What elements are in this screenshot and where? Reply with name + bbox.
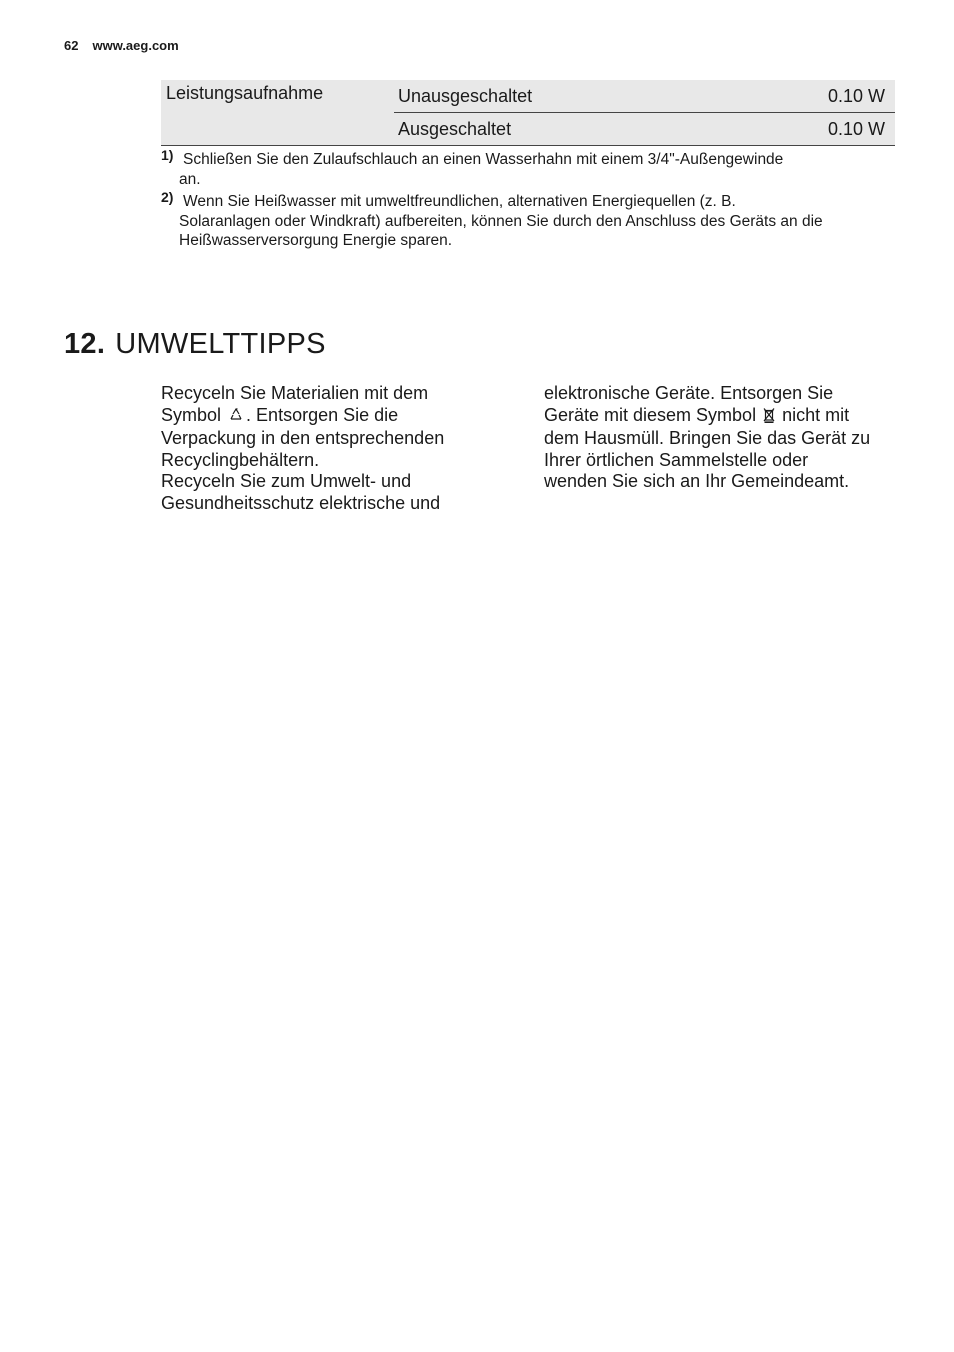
section-title (64, 328, 326, 361)
footnote-text: Schließen Sie den Zulaufschlauch an einen Wasserhahn mit einem 3/4"-Außengewinde (183, 151, 784, 168)
section-heading: UMWELTTIPPS (115, 328, 326, 360)
mode-cell: Unausgeschaltet (394, 80, 731, 113)
table-row (161, 80, 895, 113)
footnote-text: Wenn Sie Heißwasser mit umweltfreundlichen, alternativen Energiequellen (z. B. (183, 193, 736, 210)
footnote (161, 147, 891, 189)
paragraph: Recyceln Sie zum Umwelt- und Gesundheitsschutz elektrische und (161, 471, 441, 513)
footnote (161, 189, 891, 251)
recycle-icon (228, 407, 244, 429)
section-number: 12. (64, 328, 106, 360)
footnotes (161, 147, 891, 254)
paragraph (161, 383, 491, 471)
mode-cell: Ausgeschaltet (394, 113, 731, 146)
value-cell: 0.10 W (731, 80, 895, 113)
paragraph (544, 383, 874, 493)
footnote-text-cont: Solaranlagen oder Windkraft) aufbereiten, können Sie durch den Anschluss des Geräts an die Heißwasserversorgung Energie sparen. (179, 212, 823, 249)
paragraph-text: nicht mit dem Hausmüll. Bringen Sie das Gerät zu Ihrer örtlichen Sammelstelle oder wenden Sie sich an Ihr Gemeindeamt. (544, 404, 871, 492)
crossed-bin-icon (763, 407, 775, 429)
power-consumption-table (161, 80, 895, 146)
value-cell: 0.10 W (731, 113, 895, 146)
site-url: www.aeg.com (92, 38, 179, 53)
row-label: Leistungsaufnahme (161, 80, 394, 146)
page-number: 62 (64, 38, 79, 53)
text-column-right (544, 383, 874, 493)
footnote-number: 1) (161, 147, 174, 163)
footnote-number: 2) (161, 189, 174, 205)
paragraph-text: . Entsorgen Sie die Verpackung in den entsprechenden Recyclingbehältern. (161, 404, 445, 470)
paragraph-text: Recyceln Sie Materialien mit dem Symbol (161, 383, 429, 425)
page-header (64, 38, 179, 53)
text-column-left (161, 383, 491, 515)
paragraph-text: elektronische Geräte. Entsorgen Sie Geräte mit diesem Symbol (544, 383, 834, 425)
footnote-text-cont: an. (179, 170, 201, 188)
